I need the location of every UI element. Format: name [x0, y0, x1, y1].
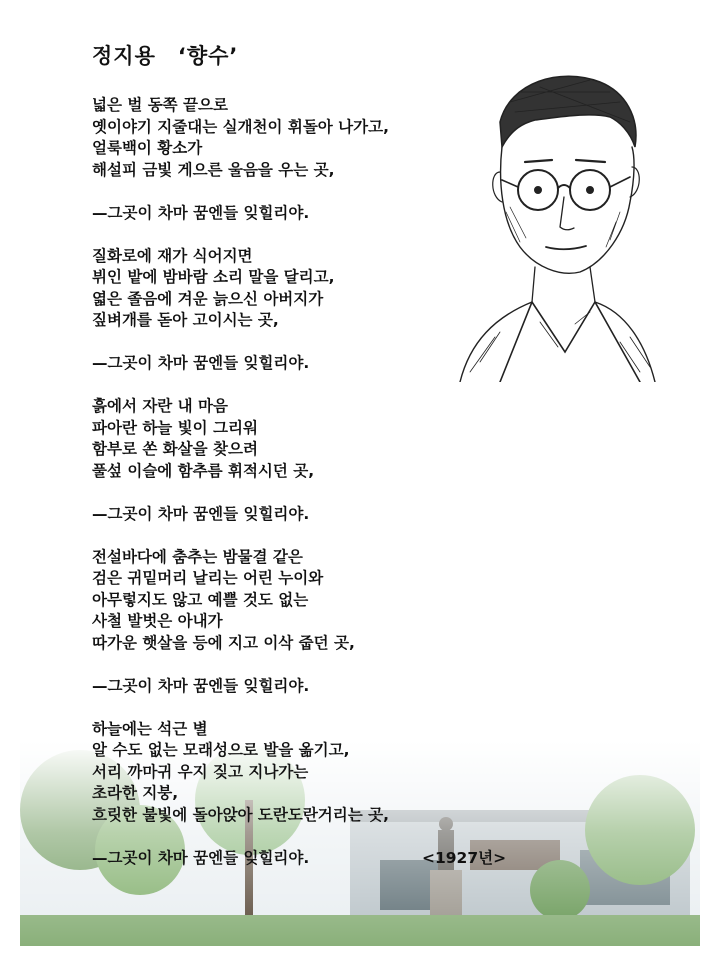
poem-line: 하늘에는 석근 별 — [92, 719, 208, 738]
poem-line: 초라한 지붕, — [92, 784, 179, 802]
refrain-line: —그곳이 차마 꿈엔들 잊힐리야. — [92, 504, 310, 523]
stanza-2 — [92, 246, 522, 332]
refrain-text: —그곳이 차마 꿈엔들 잊힐리야. — [92, 848, 310, 867]
poem-line: 따가운 햇살을 등에 지고 이삭 줍던 곳, — [92, 633, 355, 652]
poem-line: 해설피 금빛 게으른 울음을 우는 곳, — [92, 160, 335, 179]
poem-body — [92, 95, 522, 869]
stanza-4 — [92, 547, 522, 655]
author-name: 정지용 — [92, 44, 156, 68]
poem-line: 함부로 쏜 화살을 찾으려 — [92, 440, 258, 458]
poem-line: 파아란 하늘 빛이 그리워 — [92, 418, 258, 437]
poem-line: 넓은 벌 동쪽 끝으로 — [92, 96, 228, 114]
poem-line: 풀섶 이슬에 함추름 휘적시던 곳, — [92, 461, 315, 480]
poem-line: 얼룩백이 황소가 — [92, 139, 203, 157]
stanza-3 — [92, 396, 522, 482]
work-title: ‘향수’ — [177, 44, 239, 68]
composition-year: <1927년> — [422, 848, 507, 867]
stanza-1 — [92, 95, 522, 181]
poem-line: 질화로에 재가 식어지면 — [92, 246, 253, 265]
poem-line: 전설바다에 춤추는 밤물결 같은 — [92, 547, 303, 566]
poem-line: 검은 귀밑머리 날리는 어린 누이와 — [92, 569, 324, 587]
poem-line: 아무렇지도 않고 예쁠 것도 없는 — [92, 590, 309, 609]
poem-line: 짚벼개를 돋아 고이시는 곳, — [92, 311, 279, 329]
poem-line: 뷔인 밭에 밤바람 소리 말을 달리고, — [92, 268, 335, 286]
refrain-line-final — [92, 848, 522, 870]
refrain-line: —그곳이 차마 꿈엔들 잊힐리야. — [92, 203, 310, 222]
poem-title — [92, 40, 238, 70]
poem-line: 엷은 졸음에 겨운 늙으신 아버지가 — [92, 289, 324, 308]
refrain-line: —그곳이 차마 꿈엔들 잊힐리야. — [92, 676, 310, 695]
stanza-5 — [92, 719, 522, 827]
poem-line: 알 수도 없는 모래성으로 발을 옮기고, — [92, 741, 350, 759]
poem-line: 서리 까마귀 우지 짖고 지나가는 — [92, 762, 309, 781]
poem-line: 옛이야기 지줄대는 실개천이 휘돌아 나가고, — [92, 117, 389, 136]
poem-line: 흙에서 자란 내 마음 — [92, 397, 228, 415]
poem-line: 흐릿한 불빛에 돌아앉아 도란도란거리는 곳, — [92, 805, 389, 824]
poem-line: 사철 발벗은 아내가 — [92, 612, 223, 630]
refrain-line: —그곳이 차마 꿈엔들 잊힐리야. — [92, 354, 310, 372]
